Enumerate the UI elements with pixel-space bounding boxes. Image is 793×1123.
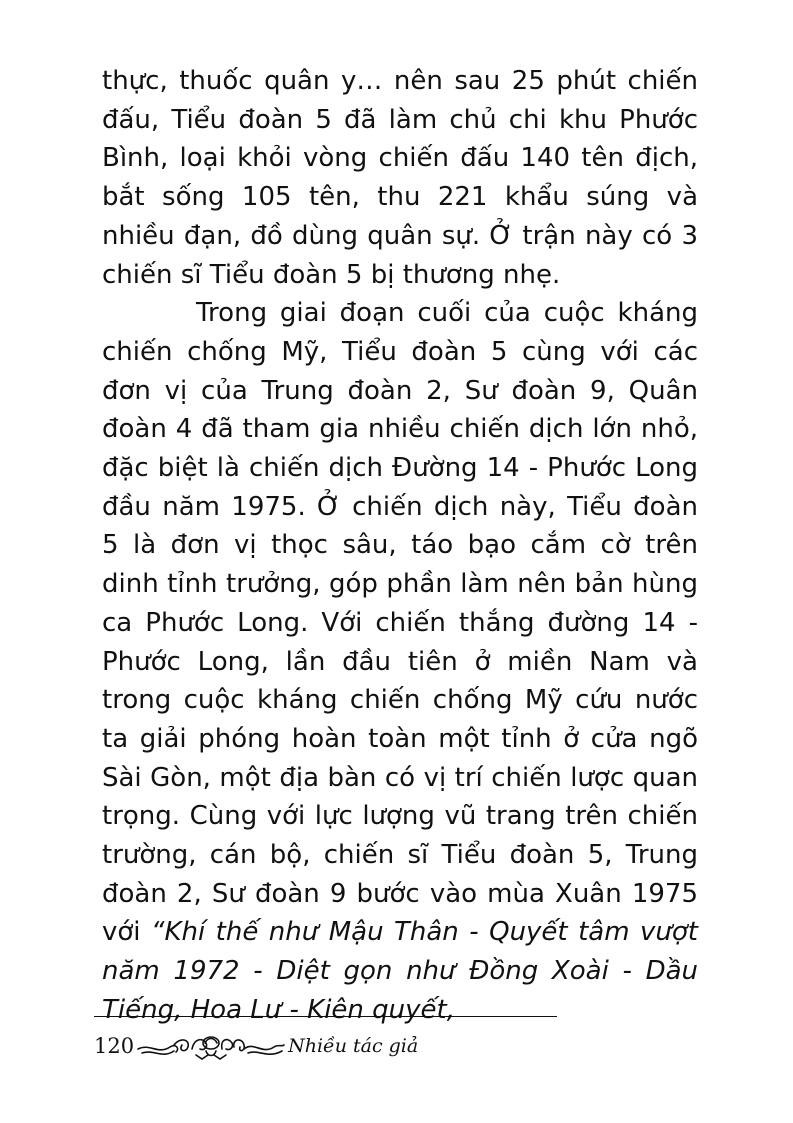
- page-number: 120: [94, 1034, 135, 1058]
- paragraph-2-quote: “Khí thế như Mậu Thân - Quyết tâm vượt năm 1972 - Diệt gọn như Đồng Xoài - Dầu Tiếng, Hoa Lư - Kiên quyết,: [102, 917, 698, 1025]
- scroll-ornament-icon: [136, 1029, 286, 1063]
- page-footer: [94, 1026, 554, 1066]
- footer-rule: [94, 1016, 557, 1017]
- paragraph-1: thực, thuốc quân y… nên sau 25 phút chiến đấu, Tiểu đoàn 5 đã làm chủ chi khu Phước Bình, loại khỏi vòng chiến đấu 140 tên địch, bắt sống 105 tên, thu 221 khẩu súng và nhiều đạn, đồ dùng quân sự. Ở trận này có 3 chiến sĩ Tiểu đoàn 5 bị thương nhẹ.: [102, 66, 698, 290]
- paragraph-2-text: Trong giai đoạn cuối của cuộc kháng chiến chống Mỹ, Tiểu đoàn 5 cùng với các đơn vị của Trung đoàn 2, Sư đoàn 9, Quân đoàn 4 đã tham gia nhiều chiến dịch lớn nhỏ, đặc biệt là chiến dịch Đường 14 - Phước Long đầu năm 1975. Ở chiến dịch này, Tiểu đoàn 5 là đơn vị thọc sâu, táo bạo cắm cờ trên dinh tỉnh trưởng, góp phần làm nên bản hùng ca Phước Long. Với chiến thắng đường 14 - Phước Long, lần đầu tiên ở miền Nam và trong cuộc kháng chiến chống Mỹ cứu nước ta giải phóng hoàn toàn một tỉnh ở cửa ngõ Sài Gòn, một địa bàn có vị trí chiến lược quan trọng. Cùng với lực lượng vũ trang trên chiến trường, cán bộ, chiến sĩ Tiểu đoàn 5, Trung đoàn 2, Sư đoàn 9 bước vào mùa Xuân 1975 với: [102, 298, 698, 948]
- paragraph-2: [102, 294, 698, 1029]
- book-title: Nhiều tác giả: [288, 1035, 419, 1057]
- page-body: [102, 62, 698, 1030]
